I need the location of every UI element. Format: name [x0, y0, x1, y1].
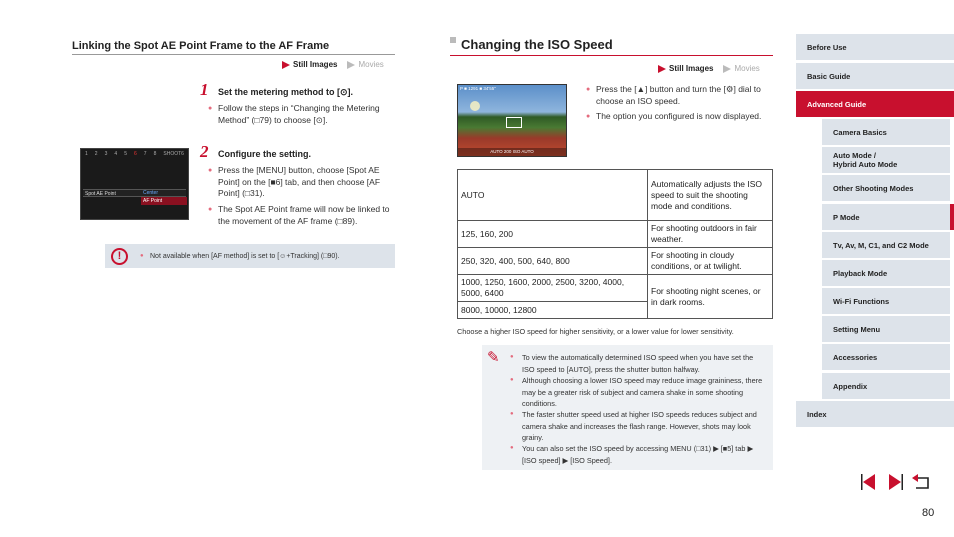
triangle-icon	[282, 61, 290, 69]
cam-tab: 3	[104, 151, 108, 157]
cam-tab: 4	[114, 151, 118, 157]
mode-indicator-left	[282, 60, 384, 69]
nav-auto-mode[interactable]	[822, 147, 950, 173]
triangle-icon	[723, 65, 731, 73]
triangle-icon	[347, 61, 355, 69]
step-2-heading: Configure the setting.	[218, 149, 311, 159]
page-number: 80	[922, 507, 935, 519]
nav-accessories[interactable]: Accessories	[822, 344, 950, 370]
iso-value-cell: 8000, 10000, 12800	[458, 302, 648, 319]
screen-bottombar: AUTO 200 ISO AUTO	[458, 148, 566, 156]
movies-label: Movies	[347, 60, 383, 69]
iso-bullet-2: ● The option you configured is now displayed.	[586, 111, 771, 123]
iso-title-text: Changing the ISO Speed	[461, 37, 613, 52]
iso-desc-cell: For shooting in cloudy conditions, or at twilight.	[648, 248, 773, 275]
tip-item: ● To view the automatically determined ISO speed when you have set the ISO speed to [AUTO], press the shutter button halfway.	[522, 352, 767, 375]
iso-value-cell: 1000, 1250, 1600, 2000, 2500, 3200, 4000, 5000, 6400	[458, 275, 648, 302]
nav-before-use[interactable]: Before Use	[796, 34, 954, 60]
iso-value-cell: 250, 320, 400, 500, 640, 800	[458, 248, 648, 275]
section-title-iso	[450, 36, 773, 56]
iso-caption: Choose a higher ISO speed for higher sensitivity, or a lower value for lower sensitivity.	[457, 327, 734, 336]
iso-desc-cell: For shooting night scenes, or in dark rooms.	[648, 275, 773, 319]
cam-tab: 1	[85, 151, 88, 157]
nav-advanced-guide[interactable]: Advanced Guide	[796, 91, 954, 117]
title-square-icon	[450, 37, 456, 43]
tip-box	[482, 345, 773, 470]
pencil-icon: ✎	[487, 349, 500, 366]
tip-item: ● You can also set the ISO speed by accessing MENU (□31) ▶ [■5] tab ▶ [ISO speed] ▶ [ISO Speed].	[522, 443, 767, 466]
table-row	[458, 248, 773, 275]
camera-screen-screenshot	[457, 84, 567, 157]
return-icon	[910, 473, 932, 491]
nav-playback-mode[interactable]: Playback Mode	[822, 260, 950, 286]
cam-menu-opt-center: Center	[143, 190, 159, 196]
table-row	[458, 170, 773, 221]
next-arrow-icon	[885, 473, 905, 491]
return-button[interactable]	[910, 472, 932, 492]
cam-tab: 5	[124, 151, 127, 157]
nav-other-shooting-modes[interactable]: Other Shooting Modes	[822, 175, 950, 201]
mode-indicator-mid	[658, 64, 760, 73]
prev-arrow-icon	[859, 473, 879, 491]
next-page-button[interactable]	[884, 472, 906, 492]
cam-tab: 8	[153, 151, 157, 157]
tip-item: ● The faster shutter speed used at higher ISO speeds reduces subject and camera shake and increases the flash range. However, shots may look grainy.	[522, 409, 767, 444]
table-row	[458, 275, 773, 302]
nav-p-mode[interactable]: P Mode	[822, 204, 954, 230]
note-text: ● Not available when [AF method] is set to [☺+Tracking] (□90).	[140, 253, 340, 260]
table-row	[458, 221, 773, 248]
cam-tab-selected: 6	[133, 151, 137, 157]
nav-index[interactable]: Index	[796, 401, 954, 427]
cam-tab: SHOOT6	[163, 151, 184, 157]
camera-menu-tabs	[85, 151, 184, 157]
iso-table	[457, 169, 773, 319]
camera-menu-screenshot	[80, 148, 189, 220]
tip-item: ● Although choosing a lower ISO speed may reduce image graininess, there may be a greater risk of subject and camera shake in some shooting conditions.	[522, 375, 767, 410]
nav-appendix[interactable]: Appendix	[822, 373, 950, 399]
step-1-bullet: ● Follow the steps in “Changing the Metering Method” (□79) to choose [⊙].	[208, 103, 388, 126]
nav-setting-menu[interactable]: Setting Menu	[822, 316, 950, 342]
prev-page-button[interactable]	[858, 472, 880, 492]
step-1-number: 1	[200, 80, 209, 99]
af-frame	[506, 117, 522, 128]
nav-camera-basics[interactable]: Camera Basics	[822, 119, 950, 145]
triangle-icon	[658, 65, 666, 73]
note-box	[105, 244, 395, 268]
nav-wifi-functions[interactable]: Wi-Fi Functions	[822, 288, 950, 314]
cam-menu-row-spot-ae: Spot AE Point	[83, 189, 186, 197]
iso-value-cell: AUTO	[458, 170, 648, 221]
step-2-number: 2	[200, 142, 209, 161]
nav-tv-av-mode[interactable]: Tv, Av, M, C1, and C2 Mode	[822, 232, 950, 258]
still-images-label: Still Images	[658, 64, 713, 73]
step-1-heading: Set the metering method to [⊙].	[218, 87, 354, 97]
warning-icon: !	[111, 248, 128, 265]
step-2-bullet-2: ● The Spot AE Point frame will now be linked to the movement of the AF frame (□89).	[208, 204, 393, 227]
iso-value-cell: 125, 160, 200	[458, 221, 648, 248]
sun-graphic	[470, 101, 480, 111]
still-images-label: Still Images	[282, 60, 337, 69]
cam-menu-opt-af-point: AF Point	[141, 197, 187, 205]
step-2-bullet-1: ● Press the [MENU] button, choose [Spot AE Point] on the [■6] tab, and then choose [AF Point] (□31).	[208, 165, 393, 200]
section-title-spot-ae: Linking the Spot AE Point Frame to the AF Frame	[72, 40, 395, 55]
iso-bullet-1: ● Press the [▲] button and turn the [⚙] dial to choose an ISO speed.	[586, 84, 771, 107]
screen-topbar: P ■ 1291 ■ 34'55"	[460, 86, 496, 91]
pager	[858, 472, 932, 492]
nav-basic-guide[interactable]: Basic Guide	[796, 63, 954, 89]
nav-auto-mode-line1: Auto Mode /	[833, 151, 876, 160]
cam-tab: 7	[143, 151, 147, 157]
cam-tab: 2	[94, 151, 98, 157]
nav-auto-mode-line2: Hybrid Auto Mode	[833, 160, 898, 169]
iso-desc-cell: Automatically adjusts the ISO speed to suit the shooting mode and conditions.	[648, 170, 773, 221]
movies-label: Movies	[723, 64, 759, 73]
iso-desc-cell: For shooting outdoors in fair weather.	[648, 221, 773, 248]
